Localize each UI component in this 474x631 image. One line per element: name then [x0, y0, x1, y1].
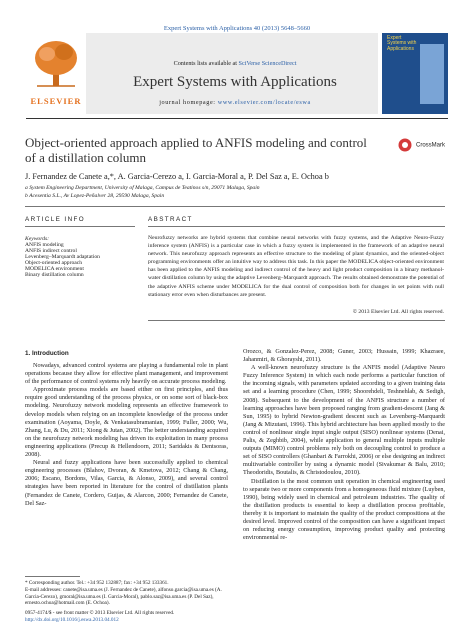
affiliation-a: a System Engineering Department, University of Malaga, Campus de Teatinos s/n, 29071 Malaga, Spain [25, 185, 260, 191]
article-title: Object-oriented approach applied to ANFIS modeling and control of a distillation column [25, 135, 367, 165]
issn-line: 0957-4174/$ - see front matter © 2013 Elsevier Ltd. All rights reserved. [25, 610, 175, 616]
keyword: MODELICA environment [25, 266, 84, 272]
journal-reference[interactable]: Expert Systems with Applications 40 (2013) 5648–5660 [163, 25, 311, 32]
abstract-bottom-rule [148, 320, 445, 321]
contents-line [90, 60, 380, 67]
homepage-line [90, 99, 380, 106]
journal-title: Expert Systems with Applications [133, 74, 337, 90]
sciencedirect-link[interactable]: SciVerse ScienceDirect [238, 60, 297, 67]
affiliation-b: b Acesentia S.L., Av Lopez-Peñalver 28, 29590 Malaga, Spain [25, 193, 165, 199]
affiliation-rule [25, 206, 445, 207]
article-info-heading: ARTICLE INFO [25, 216, 86, 223]
author-list: J. Fernandez de Canete a,*, A. Garcia-Cerezo a, I. Garcia-Moral a, P. Del Saz a, E. Ochoa b [25, 172, 329, 181]
keywords-label: Keywords: [25, 236, 50, 242]
paragraph: A well-known neurofuzzy structure is the ANFIS model (Adaptive Neuro Fuzzy Inference System) in which each node performs a particular function of the incoming signals, with parameters updated according to a given training data set and a learning procedure (Chen, 1999; Shoorehdeli, Teshnehlab, & Sedigh, 2008). Subsequent to the development of the ANFIS structure a number of learning approaches have been proposed ranging from gradient-descent (Jang & Sun, 1995) to hybrid Newton-gradient descent such as Levenberg–Marquardt (Jang & Mizutani, 1996). This hybrid architecture has been applied mostly to the control of nonlinear single input single output (SISO) nonlinear systems (Denai, Palis, & Zeghbib, 2004), while application to general multiple inputs multiple outputs (MIMO) control problems rely both on decoupling control to produce a set of SISO controllers (Ghanbari & Farrokhi, 2006) or else designing an indirect multivariable controller by using a dynamic model (Sivakumar & Balu, 2010; Theodoridis, Boutalis, & Christodoulou, 2010). [243, 364, 445, 477]
publisher-name: ELSEVIER [30, 96, 82, 106]
footnote-corresponding: * Corresponding author. Tel.: +34 952 132887; fax: +34 952 133361. [25, 580, 169, 586]
keyword: Object-oriented approach [25, 260, 82, 266]
abstract-text: Neurofuzzy networks are hybrid systems that combine neural networks with fuzzy systems, and the Adaptive Neuro-Fuzzy inference system (ANFIS) is a particular case in which a fuzzy system is implemented in the framework of an adaptive neural network. This neurofuzzy approach represents an effective structure to the modeling of plant dynamics, and the oriented-object programming environments offer an intuitive way to address this task. In this paper the MODELICA object-oriented environment has been applied to the ANFIS modeling and indirect control of the heavy and light product composition in a binary methanol-water distillation column by using the adaptive Levenberg–Marquardt approach. The results obtained demonstrate the potential of the adaptive ANFIS scheme under MODELICA for the dual control of composition both for changes in set points with null stationary error even when disturbances are present. [148, 235, 444, 298]
article-info-rule [25, 226, 135, 227]
doi-link[interactable]: http://dx.doi.org/10.1016/j.eswa.2013.04.012 [25, 616, 119, 623]
keyword: Levenberg–Marquardt adaptation [25, 254, 100, 260]
keyword: ANFIS indirect control [25, 248, 77, 254]
contents-prefix: Contents lists available at [173, 60, 239, 67]
paragraph: Orozco, & Gonzalez-Perez, 2008; Guner, 2003; Hussain, 1999; Khazraee, Jahanmiri, & Ghorayshi, 2011). [243, 348, 445, 364]
keyword: ANFIS modeling [25, 242, 64, 248]
crossmark-icon [398, 138, 412, 152]
keyword: Binary distillation column [25, 272, 84, 278]
body-column-2 [243, 348, 445, 542]
crossmark-label: CrossMark [416, 142, 446, 149]
header-rule [26, 118, 448, 119]
paragraph: Approximate process models are based either on first principles, and thus require good understanding of the process physics, or on some sort of black-box modeling. Neurofuzzy network modeling represents an effective framework to develop models when relying on an incomplete knowledge of the process under examination (Aoyama, Doyle, & Venkatasubramanian, 1999; Fuller, 2000; Wu, Zhang, Lu, & Du, 2011; Xiong & Jutan, 2002). The better understanding acquired on the neurofuzzy network modeling has driven its exploitation in many process engineering applications (Precup & Hellendoorn, 2011; Saridakis & Dentsoras, 2008). [25, 386, 228, 459]
body-column-1 [25, 362, 228, 508]
cover-title: Expert Systems with Applications [387, 35, 417, 52]
abstract-rule [148, 226, 445, 227]
elsevier-tree-icon [33, 38, 79, 90]
homepage-prefix: journal homepage: [159, 99, 218, 106]
paragraph: Neural and fuzzy applications have been successfully applied to chemical engineering processes (Blahov, Dvoran, & Kmetova, 2012; Chang & Chang, 2006; Escano, Bordons, Vilas, Garcia, & Alonso, 2009), and several control strategies have been reported in literature for the control of distillation plants (Fernandez de Canete, Cordero, Guijas, & Alarcon, 2000; Fernandez de Canete, Del Saz- [25, 459, 228, 507]
footnote-emails: E-mail addresses: canete@isa.uma.es (J. Fernandez de Canete), alfonso.garcia@isa.uma.es (A. Garcia-Cerezo), gmoral@isa.uma.es (I. Garcia-Moral), pablo.saz@isa.uma.es (P. Del Saz), ernesto.ochoa@hotmail.com (E. Ochoa). [25, 587, 222, 606]
crossmark-badge[interactable] [398, 136, 450, 150]
abstract-heading: ABSTRACT [148, 216, 193, 223]
footnote-rule [25, 576, 80, 577]
paragraph: Nowadays, advanced control systems are playing a fundamental role in plant operations because they allow for effective plant management, and improvement of the performance of control systems rely heavily on accurate process modeling. [25, 362, 228, 386]
footer [25, 610, 174, 623]
cover-image [420, 44, 444, 104]
section-heading-introduction: 1. Introduction [25, 350, 69, 357]
homepage-link[interactable]: www.elsevier.com/locate/eswa [217, 99, 311, 106]
paragraph: Distillation is the most common unit operation in chemical engineering used to separate two or more components from a homogeneous fluid mixture (Luyben, 1990), being widely used in chemical and petroleum industries. The quality of the distillation products is essential to keep a distillation process profitable, thereby it is important to maintain the quality of the product compositions at the desired level. Improved control of the composition can have a significant impact on reducing energy consumption, improving product quality and protecting environmental re- [243, 477, 445, 542]
copyright-notice: © 2013 Elsevier Ltd. All rights reserved. [352, 309, 444, 315]
